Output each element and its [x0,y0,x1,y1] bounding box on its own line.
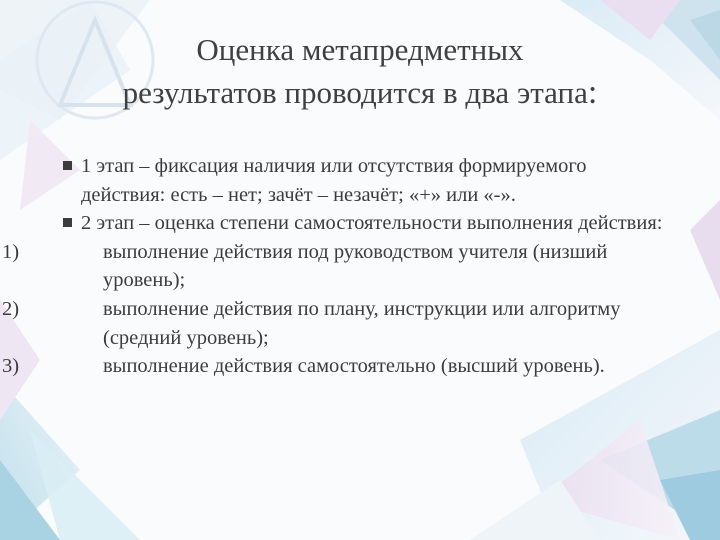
square-bullet-icon [63,218,72,227]
level-item-2 [2,295,668,352]
level-item-1 [2,238,668,295]
slide-body [2,152,668,381]
stage-text: 2 этап – оценка степени самостоятельности выполнения действия: [81,212,663,235]
level-text: выполнение действия по плану, инструкции или алгоритму (средний уровень); [103,297,621,349]
title-colon: : [587,74,598,111]
slide-title [60,28,660,114]
square-bullet-icon [63,161,72,170]
stage-item-2 [58,209,668,238]
level-item-3 [2,352,668,381]
level-number: 3) [2,355,20,378]
level-number: 2) [2,297,20,320]
title-line-2 [60,71,660,114]
title-line-1: Оценка метапредметных [196,32,524,67]
level-text: выполнение действия под руководством учителя (низший уровень); [103,240,608,292]
level-number: 1) [2,240,20,263]
level-text: выполнение действия самостоятельно (высший уровень). [103,355,605,378]
title-line-2-text: результатов проводится в два этапа [122,75,588,110]
stage-item-1 [58,152,668,209]
stage-text: 1 этап – фиксация наличия или отсутствия формируемого действия: есть – нет; зачёт – незачёт; «+» или «-». [81,155,587,206]
